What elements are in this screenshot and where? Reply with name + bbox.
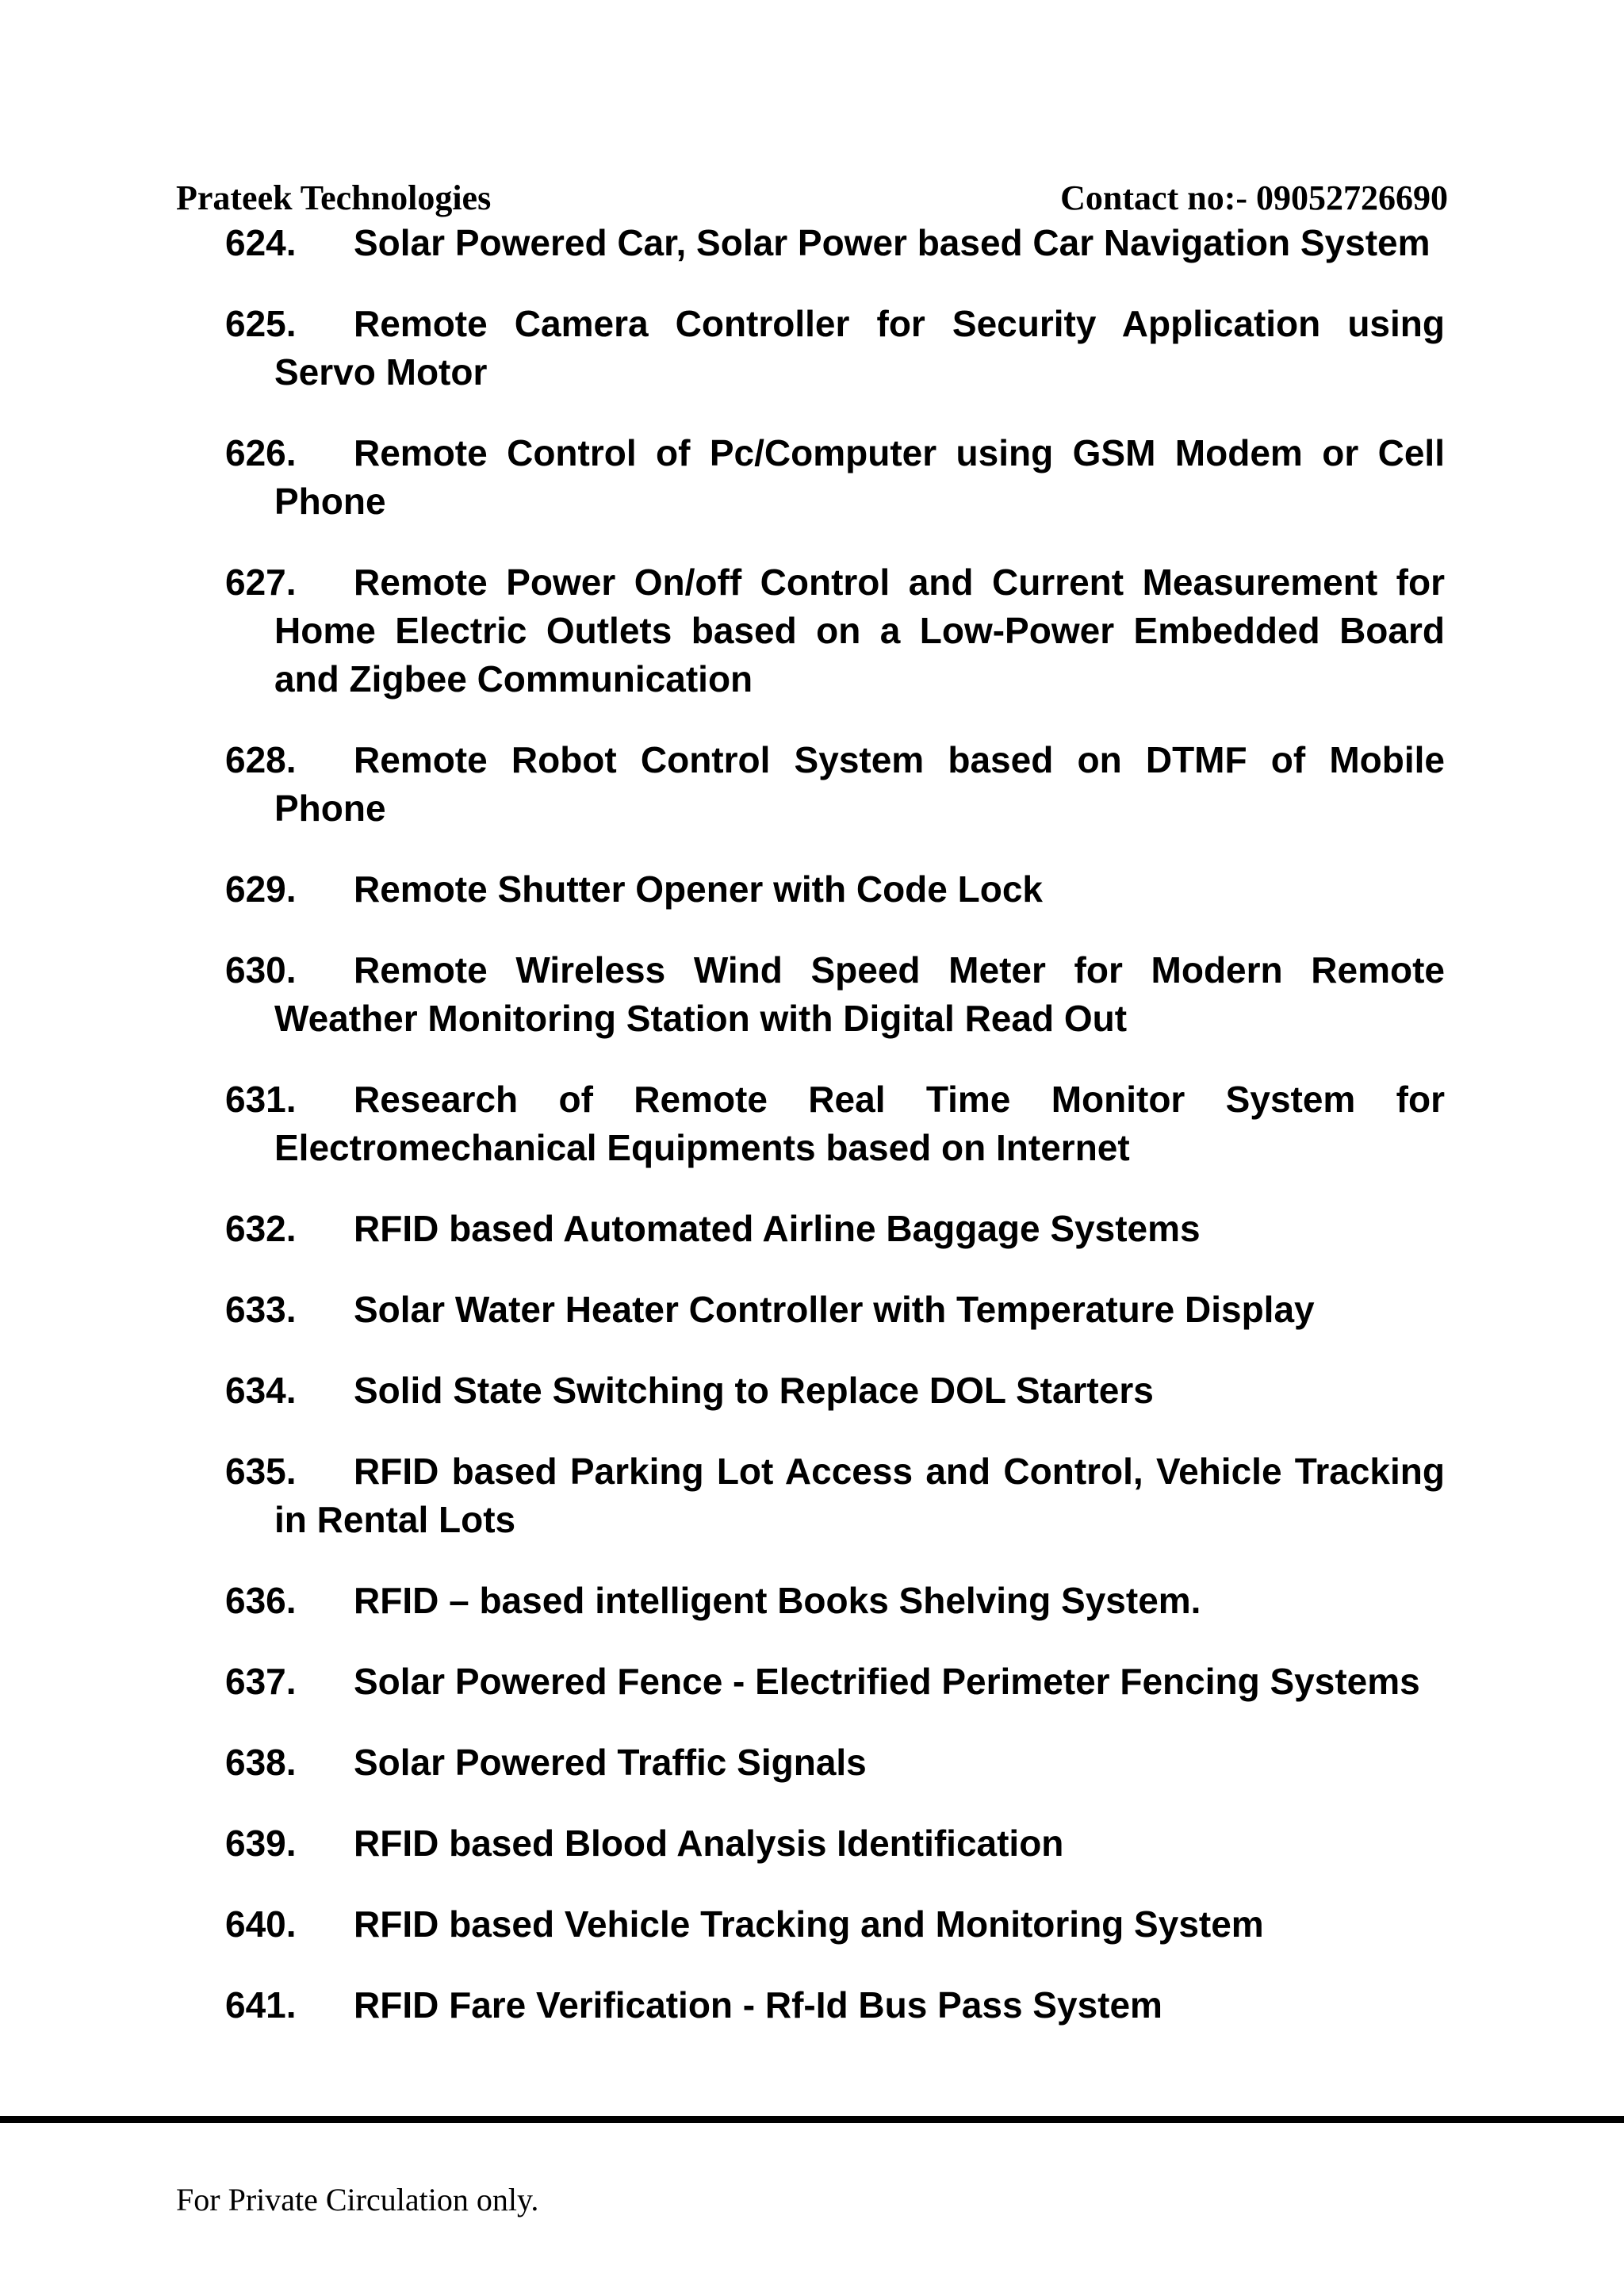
item-title: RFID Fare Verification - Rf-Id Bus Pass System — [354, 1984, 1162, 2026]
list-item — [225, 1900, 1445, 1949]
item-number: 625. — [225, 303, 297, 344]
item-title: Remote Camera Controller for Security Application using Servo Motor — [274, 303, 1445, 393]
item-title: Remote Robot Control System based on DTMF of Mobile Phone — [274, 739, 1445, 829]
item-title: Solid State Switching to Replace DOL Starters — [354, 1370, 1154, 1411]
list-item — [225, 736, 1445, 833]
list-item — [225, 1981, 1445, 2030]
circulation-note: For Private Circulation only. — [176, 2182, 539, 2217]
item-number: 630. — [225, 949, 297, 991]
item-title: RFID based Blood Analysis Identification — [354, 1823, 1064, 1864]
item-number: 629. — [225, 868, 297, 910]
item-number: 640. — [225, 1903, 297, 1945]
page-header — [176, 176, 1448, 220]
item-title: Remote Shutter Opener with Code Lock — [354, 868, 1043, 910]
list-item — [225, 1738, 1445, 1787]
item-title: RFID based Automated Airline Baggage Systems — [354, 1208, 1201, 1249]
list-item — [225, 1286, 1445, 1334]
item-title: Research of Remote Real Time Monitor System for Electromechanical Equipments based on Internet — [274, 1079, 1445, 1168]
item-number: 633. — [225, 1289, 297, 1330]
list-item — [225, 300, 1445, 397]
item-number: 639. — [225, 1823, 297, 1864]
list-item — [225, 1658, 1445, 1706]
item-number: 636. — [225, 1580, 297, 1621]
item-title: RFID based Parking Lot Access and Control, Vehicle Tracking in Rental Lots — [274, 1451, 1445, 1540]
item-number: 641. — [225, 1984, 297, 2026]
list-item — [225, 1577, 1445, 1625]
list-item — [225, 1205, 1445, 1253]
item-number: 627. — [225, 562, 297, 603]
item-title: RFID – based intelligent Books Shelving System. — [354, 1580, 1201, 1621]
item-title: Solar Powered Traffic Signals — [354, 1742, 867, 1783]
item-title: RFID based Vehicle Tracking and Monitoring System — [354, 1903, 1264, 1945]
list-item — [225, 1447, 1445, 1544]
item-title: Solar Water Heater Controller with Temperature Display — [354, 1289, 1315, 1330]
item-number: 628. — [225, 739, 297, 780]
project-list — [225, 219, 1445, 2062]
footer-divider — [0, 2116, 1624, 2123]
list-item — [225, 1075, 1445, 1172]
list-item — [225, 429, 1445, 526]
contact-number: Contact no:- 09052726690 — [1060, 178, 1448, 217]
list-item — [225, 1366, 1445, 1415]
company-name: Prateek Technologies — [176, 178, 492, 217]
list-item — [225, 865, 1445, 914]
item-number: 631. — [225, 1079, 297, 1120]
item-title: Solar Powered Fence - Electrified Perimeter Fencing Systems — [354, 1661, 1420, 1702]
item-title: Remote Power On/off Control and Current Measurement for Home Electric Outlets based on a Low-Power Embedded Board and Zigbee Communication — [274, 562, 1445, 700]
item-number: 634. — [225, 1370, 297, 1411]
item-number: 638. — [225, 1742, 297, 1783]
list-item — [225, 219, 1445, 267]
item-number: 637. — [225, 1661, 297, 1702]
page-footer — [176, 2179, 538, 2221]
item-number: 624. — [225, 222, 297, 263]
list-item — [225, 558, 1445, 703]
item-number: 632. — [225, 1208, 297, 1249]
item-title: Solar Powered Car, Solar Power based Car Navigation System — [354, 222, 1431, 263]
item-number: 635. — [225, 1451, 297, 1492]
item-number: 626. — [225, 432, 297, 473]
list-item — [225, 1819, 1445, 1868]
list-item — [225, 946, 1445, 1043]
item-title: Remote Wireless Wind Speed Meter for Modern Remote Weather Monitoring Station with Digital Read Out — [274, 949, 1445, 1039]
item-title: Remote Control of Pc/Computer using GSM Modem or Cell Phone — [274, 432, 1445, 522]
